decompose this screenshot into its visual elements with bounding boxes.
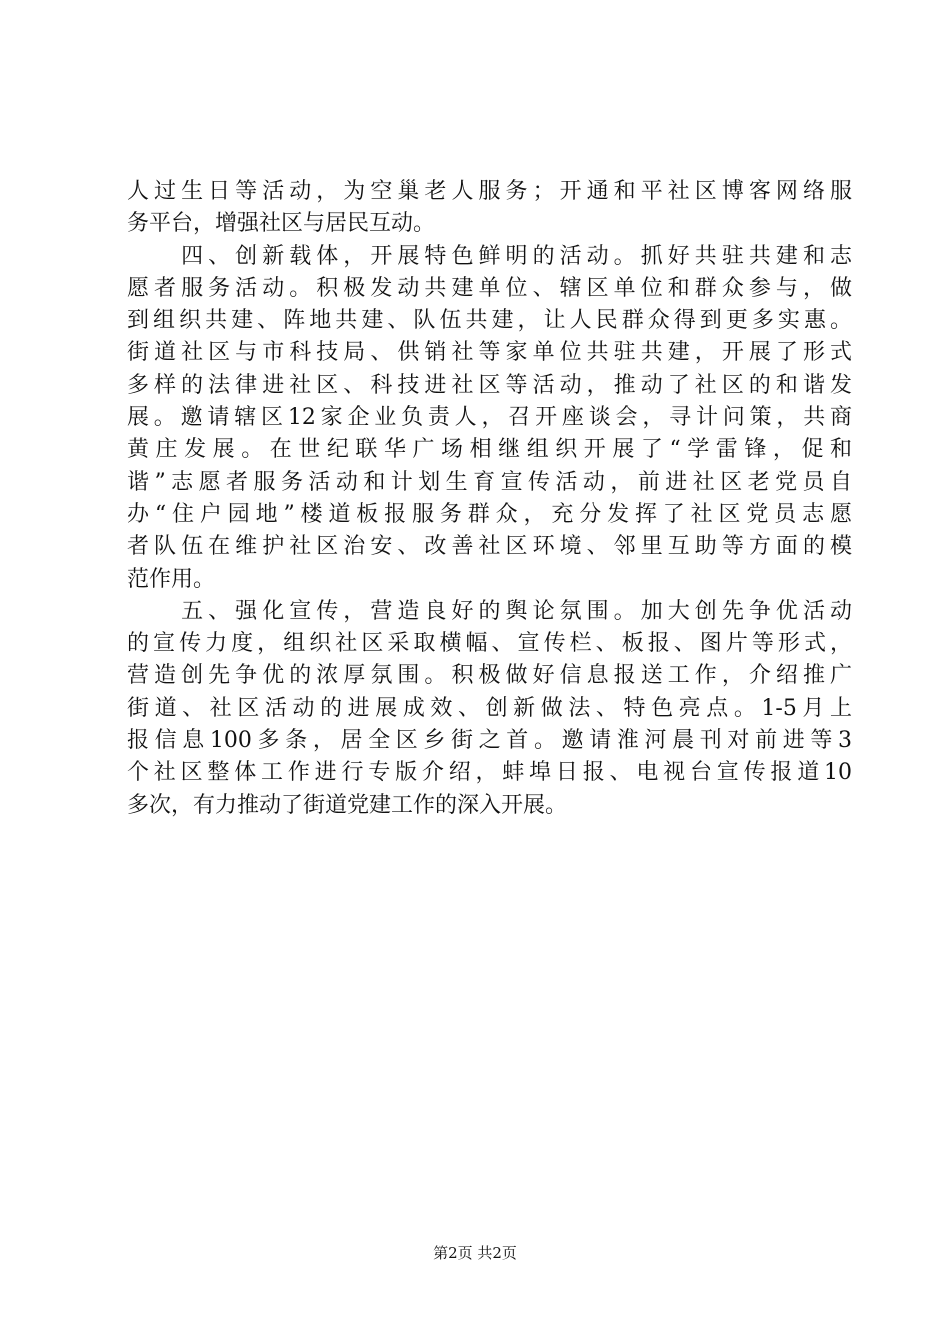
text-line: 五、强化宣传，营造良好的舆论氛围。加大创先争优活动	[127, 598, 852, 624]
text-line: 街道社区与市科技局、供销社等家单位共驻共建，开展了形式	[127, 340, 852, 366]
document-body	[127, 176, 852, 822]
text-line: 范作用。	[127, 566, 216, 592]
text-line: 者队伍在维护社区治安、改善社区环境、邻里互助等方面的模	[127, 534, 852, 560]
text-line: 营造创先争优的浓厚氛围。积极做好信息报送工作，介绍推广	[127, 663, 852, 689]
text-line: 报信息100多条，居全区乡街之首。邀请淮河晨刊对前进等3	[127, 728, 852, 754]
text-line: 谐”志愿者服务活动和计划生育宣传活动，前进社区老党员自	[127, 469, 852, 495]
text-line: 四、创新载体，开展特色鲜明的活动。抓好共驻共建和志	[127, 243, 852, 269]
text-line: 的宣传力度，组织社区采取横幅、宣传栏、板报、图片等形式，	[127, 631, 852, 657]
text-line: 街道、社区活动的进展成效、创新做法、特色亮点。1-5月上	[127, 695, 852, 721]
text-line: 展。邀请辖区12家企业负责人，召开座谈会，寻计问策，共商	[127, 405, 852, 431]
text-line: 务平台，增强社区与居民互动。	[127, 211, 436, 237]
text-line: 办“住户园地”楼道板报服务群众，充分发挥了社区党员志愿	[127, 501, 852, 527]
text-line: 个社区整体工作进行专版介绍，蚌埠日报、电视台宣传报道10	[127, 760, 852, 786]
page-footer: 第2页 共2页	[433, 1244, 517, 1262]
text-line: 黄庄发展。在世纪联华广场相继组织开展了“学雷锋，促和	[127, 437, 852, 463]
text-line: 多次，有力推动了街道党建工作的深入开展。	[127, 792, 568, 818]
text-line: 人过生日等活动，为空巢老人服务；开通和平社区博客网络服	[127, 179, 852, 204]
text-line: 多样的法律进社区、科技进社区等活动，推动了社区的和谐发	[127, 372, 852, 398]
text-line: 愿者服务活动。积极发动共建单位、辖区单位和群众参与，做	[127, 275, 852, 301]
text-line: 到组织共建、阵地共建、队伍共建，让人民群众得到更多实惠。	[127, 308, 852, 334]
